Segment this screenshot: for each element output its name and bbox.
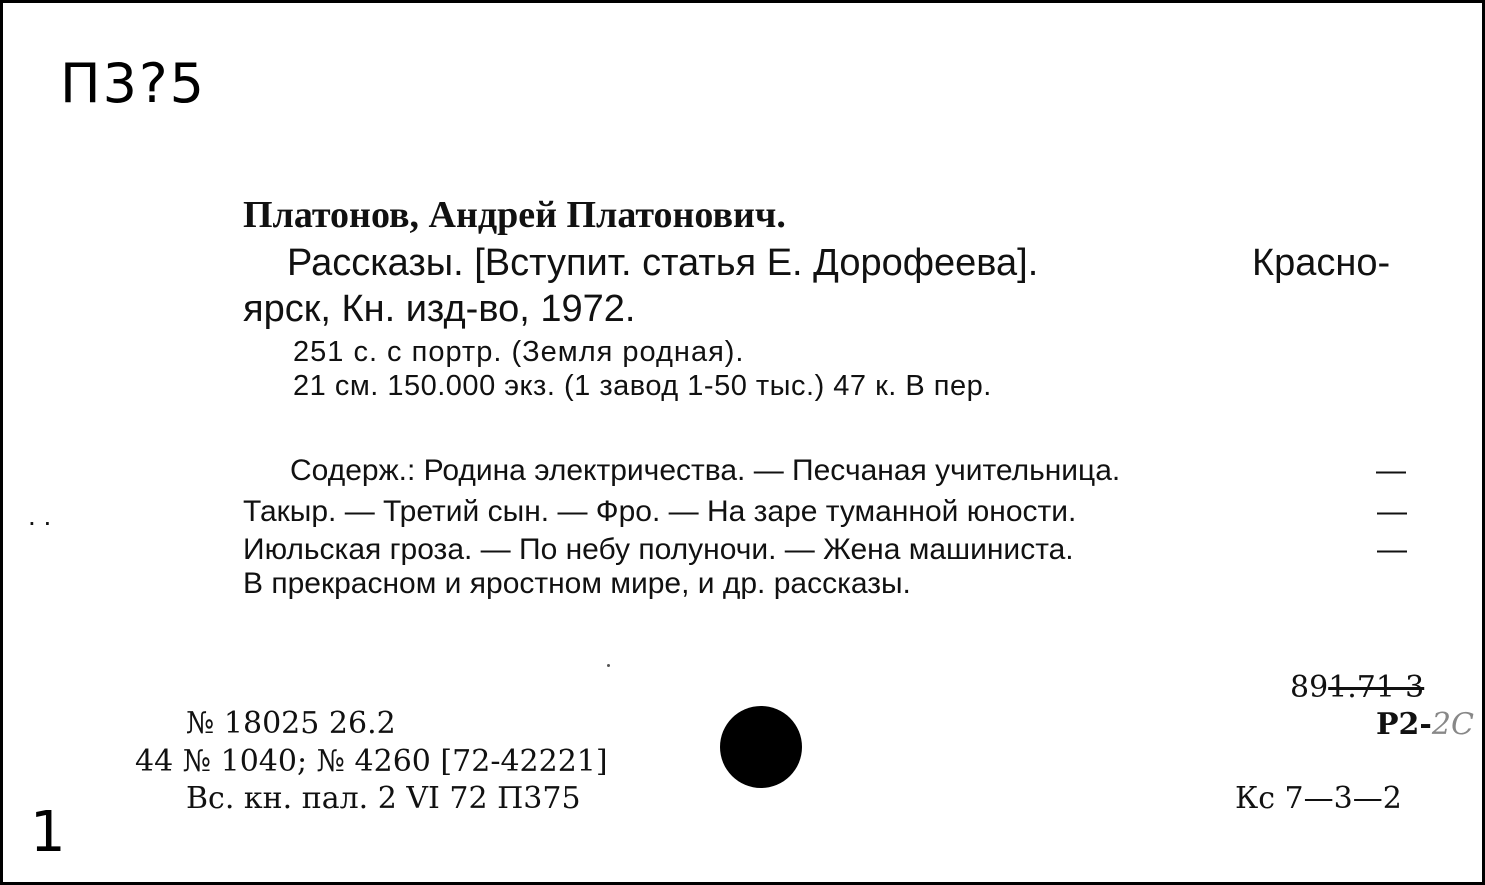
contents-dash: — bbox=[1377, 533, 1407, 566]
title-line-1 bbox=[287, 242, 1391, 285]
contents-dash: — bbox=[1376, 454, 1406, 487]
physical-description-line-2: 21 см. 150.000 экз. (1 завод 1-50 тыс.) 47 к. В пер. bbox=[293, 370, 992, 402]
title-place-hyphenated: Красно- bbox=[1252, 242, 1391, 284]
title-text: Рассказы. [Вступит. статья Е. Дорофеева]. bbox=[287, 242, 1039, 284]
punch-hole bbox=[720, 706, 802, 788]
contents-text: Такыр. — Третий сын. — Фро. — На заре туманной юности. bbox=[243, 495, 1077, 528]
cutter-mark: Кс 7—3—2 bbox=[1235, 781, 1402, 816]
contents-line-1 bbox=[290, 454, 1406, 488]
card-numbers: 44 № 1040; № 4260 [72-42221] bbox=[135, 744, 608, 779]
classification-struck: 1.71-3 bbox=[1328, 670, 1425, 705]
contents-text: Содерж.: Родина электричества. — Песчаная учительница. bbox=[290, 454, 1121, 487]
title-line-2: ярск, Кн. изд-во, 1972. bbox=[243, 288, 636, 330]
contents-line-4: В прекрасном и яростном мире, и др. рассказы. bbox=[243, 567, 911, 600]
author-heading: Платонов, Андрей Платонович. bbox=[243, 194, 786, 236]
contents-line-3 bbox=[243, 533, 1407, 567]
contents-text: Июльская гроза. — По небу полуночи. — Жена машиниста. bbox=[243, 533, 1074, 566]
margin-marks: . . bbox=[28, 500, 52, 531]
classification-prefix: 89 bbox=[1290, 670, 1329, 705]
contents-dash: — bbox=[1377, 495, 1407, 528]
copy-number-handwritten: 1 bbox=[30, 800, 66, 865]
classification-number bbox=[1290, 670, 1424, 705]
physical-description-line-1: 251 с. с портр. (Земля родная). bbox=[293, 336, 745, 368]
contents-line-2 bbox=[243, 495, 1407, 529]
classification-code-main: Р2- bbox=[1376, 707, 1432, 742]
classification-code bbox=[1376, 707, 1474, 742]
registration-number: № 18025 26.2 bbox=[186, 706, 396, 741]
speck-mark bbox=[607, 664, 610, 667]
classification-code-handwritten: 2С bbox=[1431, 707, 1474, 742]
chamber-imprint: Вс. кн. пал. 2 VI 72 П375 bbox=[186, 781, 581, 816]
call-number-handwritten: П3?5 bbox=[60, 52, 206, 115]
